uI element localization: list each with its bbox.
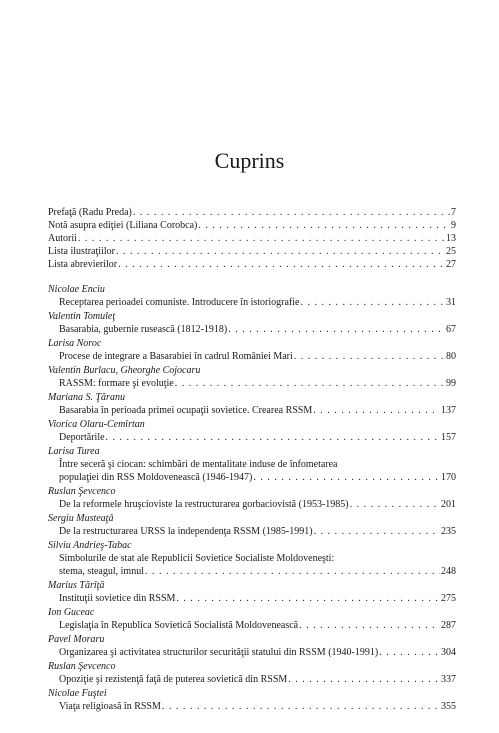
front-matter-list bbox=[48, 207, 456, 272]
toc-page-number: 9 bbox=[451, 220, 456, 231]
chapter-title: Procese de integrare a Basarabiei în cadrul României Mari bbox=[59, 351, 293, 362]
toc-entry-label bbox=[48, 220, 197, 232]
toc-chapter-entry bbox=[48, 513, 456, 539]
chapter-author: Marius Tărîţă bbox=[48, 580, 105, 591]
page-title: Cuprins bbox=[214, 148, 285, 173]
dot-leader bbox=[314, 526, 440, 538]
dot-leader bbox=[198, 220, 450, 232]
toc-front-row bbox=[48, 246, 456, 259]
chapter-title: RASSM: formare şi evoluţie bbox=[59, 378, 174, 389]
chapter-title-row bbox=[48, 566, 456, 579]
toc-entry-title: Autorii bbox=[48, 233, 77, 244]
toc-page-number: 304 bbox=[441, 647, 456, 658]
toc-chapter-entry bbox=[48, 661, 456, 687]
chapter-author: Nicolae Enciu bbox=[48, 284, 105, 295]
chapter-title: populaţiei din RSS Moldovenească (1946-1947) bbox=[59, 472, 253, 483]
chapter-title-row bbox=[48, 472, 456, 485]
chapter-author: Valentin Burlacu, Gheorghe Cojocaru bbox=[48, 365, 201, 376]
toc-chapter-entry bbox=[48, 634, 456, 660]
chapter-title: Legislaţia în Republica Sovietică Socialistă Moldovenească bbox=[59, 620, 299, 631]
toc-entry-label bbox=[48, 259, 117, 271]
chapter-author: Sergiu Musteaţă bbox=[48, 513, 114, 524]
chapter-title-row bbox=[48, 351, 456, 364]
dot-leader bbox=[350, 499, 440, 511]
chapter-title: Basarabia în perioada primei ocupaţii sovietice. Crearea RSSM bbox=[59, 405, 313, 416]
chapter-title: Receptarea perioadei comuniste. Introducere în istoriografie bbox=[59, 297, 300, 308]
dot-leader bbox=[175, 378, 445, 390]
table-of-contents bbox=[48, 207, 456, 715]
toc-chapter-entry bbox=[48, 419, 456, 445]
chapter-author: Larisa Turea bbox=[48, 446, 100, 457]
toc-front-row bbox=[48, 207, 456, 220]
toc-front-row bbox=[48, 259, 456, 272]
toc-page-number: 235 bbox=[441, 526, 456, 537]
dot-leader bbox=[294, 351, 445, 363]
toc-page-number: 80 bbox=[446, 351, 456, 362]
toc-page-number: 355 bbox=[441, 701, 456, 712]
chapter-title: Instituţii sovietice din RSSM bbox=[59, 593, 176, 604]
dot-leader bbox=[106, 432, 440, 444]
chapter-title: Organizarea şi activitatea structurilor securităţii statului din RSSM (1940-1991) bbox=[59, 647, 379, 658]
toc-chapter-entry bbox=[48, 338, 456, 364]
toc-page-number: 201 bbox=[441, 499, 456, 510]
dot-leader bbox=[299, 620, 440, 632]
dot-leader bbox=[379, 647, 440, 659]
chapter-author: Pavel Moraru bbox=[48, 634, 105, 645]
toc-chapter-entry bbox=[48, 607, 456, 633]
dot-leader bbox=[176, 593, 440, 605]
chapter-title: Basarabia, gubernie rusească (1812-1918) bbox=[59, 324, 228, 335]
toc-page-number: 337 bbox=[441, 674, 456, 685]
dot-leader bbox=[300, 297, 445, 309]
chapter-author: Nicolae Fuştei bbox=[48, 688, 107, 699]
chapter-author: Larisa Noroc bbox=[48, 338, 102, 349]
toc-chapter-entry bbox=[48, 486, 456, 512]
chapter-title-row bbox=[48, 620, 456, 633]
toc-entry-title: Lista ilustraţiilor bbox=[48, 246, 115, 257]
chapter-title: stema, steagul, imnul bbox=[59, 566, 144, 577]
chapter-title: De la restructurarea URSS la independenţa RSSM (1985-1991) bbox=[59, 526, 313, 537]
dot-leader bbox=[118, 259, 445, 271]
dot-leader bbox=[133, 207, 450, 219]
toc-chapter-entry bbox=[48, 540, 456, 579]
toc-chapter-entry bbox=[48, 284, 456, 310]
chapter-author: Silviu Andrieş-Tabac bbox=[48, 540, 132, 551]
toc-page-number: 27 bbox=[446, 259, 456, 270]
chapter-title-row bbox=[48, 324, 456, 337]
dot-leader bbox=[78, 233, 445, 245]
toc-page-number: 25 bbox=[446, 246, 456, 257]
toc-chapter-entry bbox=[48, 311, 456, 337]
chapter-title-row bbox=[48, 593, 456, 606]
toc-page-number: 99 bbox=[446, 378, 456, 389]
dot-leader bbox=[116, 246, 445, 258]
dot-leader bbox=[313, 405, 440, 417]
chapter-title-line: Simbolurile de stat ale Republicii Sovietice Socialiste Moldoveneşti: bbox=[59, 553, 335, 564]
dot-leader bbox=[145, 566, 440, 578]
chapter-title-row bbox=[48, 378, 456, 391]
dot-leader bbox=[288, 674, 440, 686]
chapter-author: Ion Guceac bbox=[48, 607, 95, 618]
toc-chapter-entry bbox=[48, 365, 456, 391]
chapter-title: Viaţa religioasă în RSSM bbox=[59, 701, 161, 712]
toc-entry-title: Lista abrevierilor bbox=[48, 259, 118, 270]
toc-page-number: 170 bbox=[441, 472, 456, 483]
toc-page-number: 67 bbox=[446, 324, 456, 335]
toc-chapter-entry bbox=[48, 688, 456, 714]
chapter-title-row bbox=[48, 526, 456, 539]
chapter-author: Mariana S. Ţăranu bbox=[48, 392, 125, 403]
toc-page-number: 13 bbox=[446, 233, 456, 244]
chapter-title: De la reformele hruşcioviste la restructurarea gorbaciovistă (1953-1985) bbox=[59, 499, 349, 510]
toc-front-row bbox=[48, 220, 456, 233]
chapter-title-row bbox=[48, 297, 456, 310]
toc-entry-title: Notă asupra ediţiei bbox=[48, 220, 124, 231]
toc-entry-note: (Liliana Corobca) bbox=[123, 220, 198, 231]
dot-leader bbox=[253, 472, 440, 484]
toc-entry-title: Prefaţă bbox=[48, 207, 77, 218]
toc-page-number: 31 bbox=[446, 297, 456, 308]
chapter-author: Viorica Olaru-Cemîrtan bbox=[48, 419, 145, 430]
toc-front-row bbox=[48, 233, 456, 246]
chapter-title-line: Între seceră şi ciocan: schimbări de mentalitate induse de înfometarea bbox=[59, 459, 338, 470]
chapter-title: Deportările bbox=[59, 432, 105, 443]
toc-page-number: 7 bbox=[451, 207, 456, 218]
toc-entry-note: (Radu Preda) bbox=[76, 207, 132, 218]
chapter-title-row bbox=[48, 701, 456, 714]
dot-leader bbox=[228, 324, 445, 336]
dot-leader bbox=[162, 701, 440, 713]
chapter-list bbox=[48, 284, 456, 714]
toc-chapter-entry bbox=[48, 580, 456, 606]
chapter-title-row bbox=[48, 405, 456, 418]
toc-entry-label bbox=[48, 233, 77, 245]
toc-entry-label bbox=[48, 207, 132, 219]
toc-chapter-entry bbox=[48, 392, 456, 418]
toc-page-number: 137 bbox=[441, 405, 456, 416]
chapter-title-row bbox=[48, 674, 456, 687]
toc-page-number: 157 bbox=[441, 432, 456, 443]
chapter-author: Ruslan Şevcenco bbox=[48, 486, 116, 497]
chapter-title-row bbox=[48, 647, 456, 660]
chapter-title: Opoziţie şi rezistenţă faţă de puterea sovietică din RSSM bbox=[59, 674, 288, 685]
toc-page-number: 275 bbox=[441, 593, 456, 604]
chapter-title-row bbox=[48, 499, 456, 512]
chapter-author: Valentin Tomuleţ bbox=[48, 311, 116, 322]
toc-chapter-entry bbox=[48, 446, 456, 485]
toc-page-number: 248 bbox=[441, 566, 456, 577]
chapter-author: Ruslan Şevcenco bbox=[48, 661, 116, 672]
toc-page-number: 287 bbox=[441, 620, 456, 631]
toc-entry-label bbox=[48, 246, 115, 258]
chapter-title-row bbox=[48, 432, 456, 445]
